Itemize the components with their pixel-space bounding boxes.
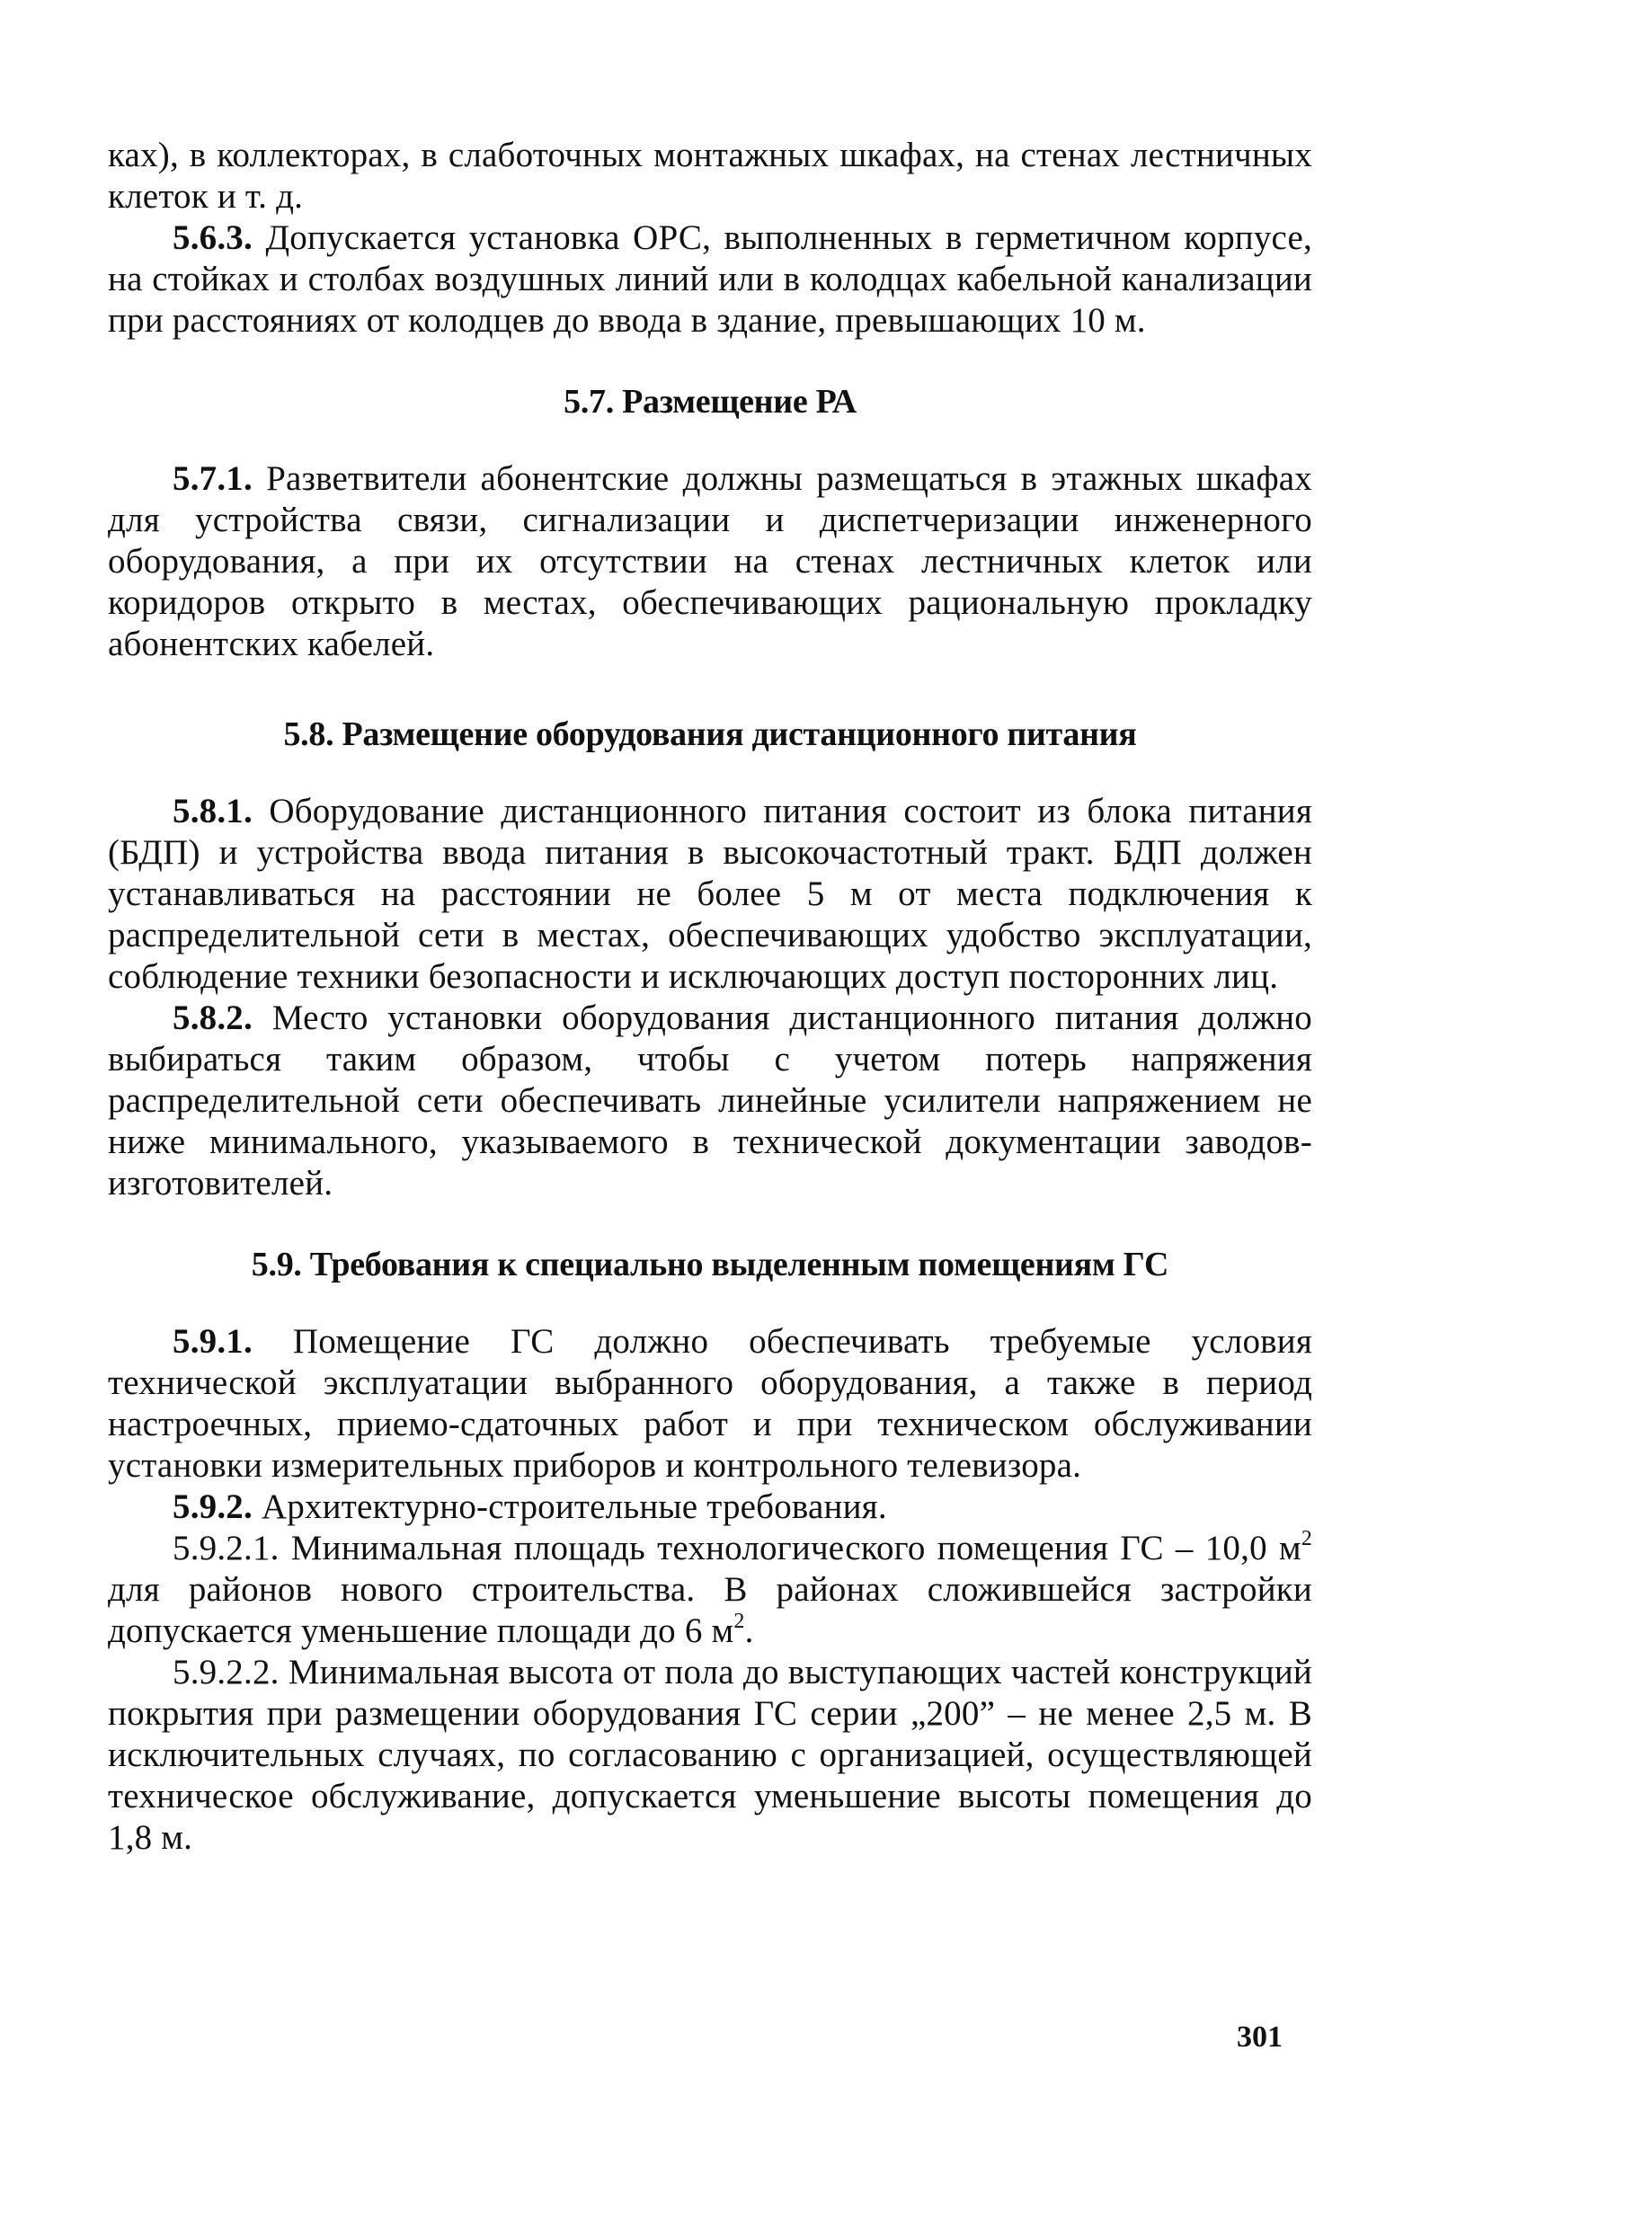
clause-text: Место установки оборудования дистанционного питания должно выбираться таким образом, чтобы с учетом потерь напряжения распределительной сети обеспечивать линейные усилители напряжением не ниже минимального, указываемого в технической документации заводов-изготовителей. bbox=[108, 999, 1312, 1203]
section-heading-5-9: 5.9. Требования к специально выделенным помещениям ГС bbox=[251, 1246, 1169, 1283]
paragraph-5-9-2-2 bbox=[108, 1652, 1312, 1859]
clause-number: 5.6.3. bbox=[173, 218, 253, 257]
section-heading-5-8: 5.8. Размещение оборудования дистанционного питания bbox=[283, 715, 1137, 753]
clause-number: 5.8.1. bbox=[173, 792, 253, 830]
paragraph-5-9-1 bbox=[108, 1321, 1312, 1487]
clause-text-part: Минимальная площадь технологического помещения ГС – 10,0 м bbox=[279, 1529, 1301, 1567]
clause-text: Допускается установка ОРС, выполненных в герметичном корпусе, на стойках и столбах воздушных линий или в колодцах кабельной канализации при расстояниях от колодцев до ввода в здание, превышающих 10 м. bbox=[108, 218, 1312, 340]
intro-text: ках), в коллекторах, в слаботочных монтажных шкафах, на стенах лестничных клеток и т. д. bbox=[108, 136, 1312, 216]
clause-text: Оборудование дистанционного питания состоит из блока питания (БДП) и устройства ввода питания в высокочастотный тракт. БДП должен устанавливаться на расстоянии не более 5 м от места подключения к распределительной сети в местах, обеспечивающих удобство эксплуатации, соблюдение техники безопасности и исключающих доступ посторонних лиц. bbox=[108, 792, 1312, 996]
clause-text: Минимальная высота от пола до выступающих частей конструкций покрытия при размещении оборудования ГС серии „200” – не менее 2,5 м. В исключительных случаях, по согласованию с организацией, осуществляющей техническое обслуживание, допускается уменьшение высоты помещения до 1,8 м. bbox=[108, 1653, 1312, 1857]
clause-number: 5.9.2.2. bbox=[173, 1653, 280, 1691]
superscript: 2 bbox=[733, 1610, 745, 1633]
clause-text: Помещение ГС должно обеспечивать требуемые условия технической эксплуатации выбранного оборудования, а также в период настроечных, приемо-сдаточных работ и при техническом обслуживании установки измерительных приборов и контрольного телевизора. bbox=[108, 1322, 1312, 1485]
intro-paragraph bbox=[108, 135, 1312, 217]
clause-text-part: для районов нового строительства. В районах сложившейся застройки допускается уменьшение площади до 6 м bbox=[108, 1570, 1312, 1650]
paragraph-5-9-2 bbox=[108, 1487, 1312, 1528]
clause-number: 5.9.2.1. bbox=[173, 1529, 280, 1567]
clause-number: 5.8.2. bbox=[173, 999, 253, 1037]
paragraph-5-8-1 bbox=[108, 791, 1312, 998]
clause-number: 5.9.2. bbox=[173, 1487, 253, 1526]
clause-number: 5.7.1. bbox=[173, 459, 253, 498]
clause-text: Архитектурно-строительные требования. bbox=[252, 1487, 887, 1526]
paragraph-5-8-2 bbox=[108, 998, 1312, 1204]
clause-text-part: . bbox=[744, 1611, 754, 1650]
superscript: 2 bbox=[1301, 1527, 1312, 1550]
document-page bbox=[108, 135, 1312, 2157]
paragraph-5-6-3 bbox=[108, 217, 1312, 342]
clause-text: Разветвители абонентские должны размещаться в этажных шкафах для устройства связи, сигнализации и диспетчеризации инженерного оборудования, а при их отсутствии на стенах лестничных клеток или коридоров открыто в местах, обеспечивающих рациональную прокладку абонентских кабелей. bbox=[108, 459, 1312, 663]
paragraph-5-7-1 bbox=[108, 458, 1312, 665]
paragraph-5-9-2-1 bbox=[108, 1528, 1312, 1652]
section-heading-5-7: 5.7. Размещение РА bbox=[564, 383, 857, 421]
page-number: 301 bbox=[1237, 2020, 1283, 2054]
clause-number: 5.9.1. bbox=[173, 1322, 253, 1361]
